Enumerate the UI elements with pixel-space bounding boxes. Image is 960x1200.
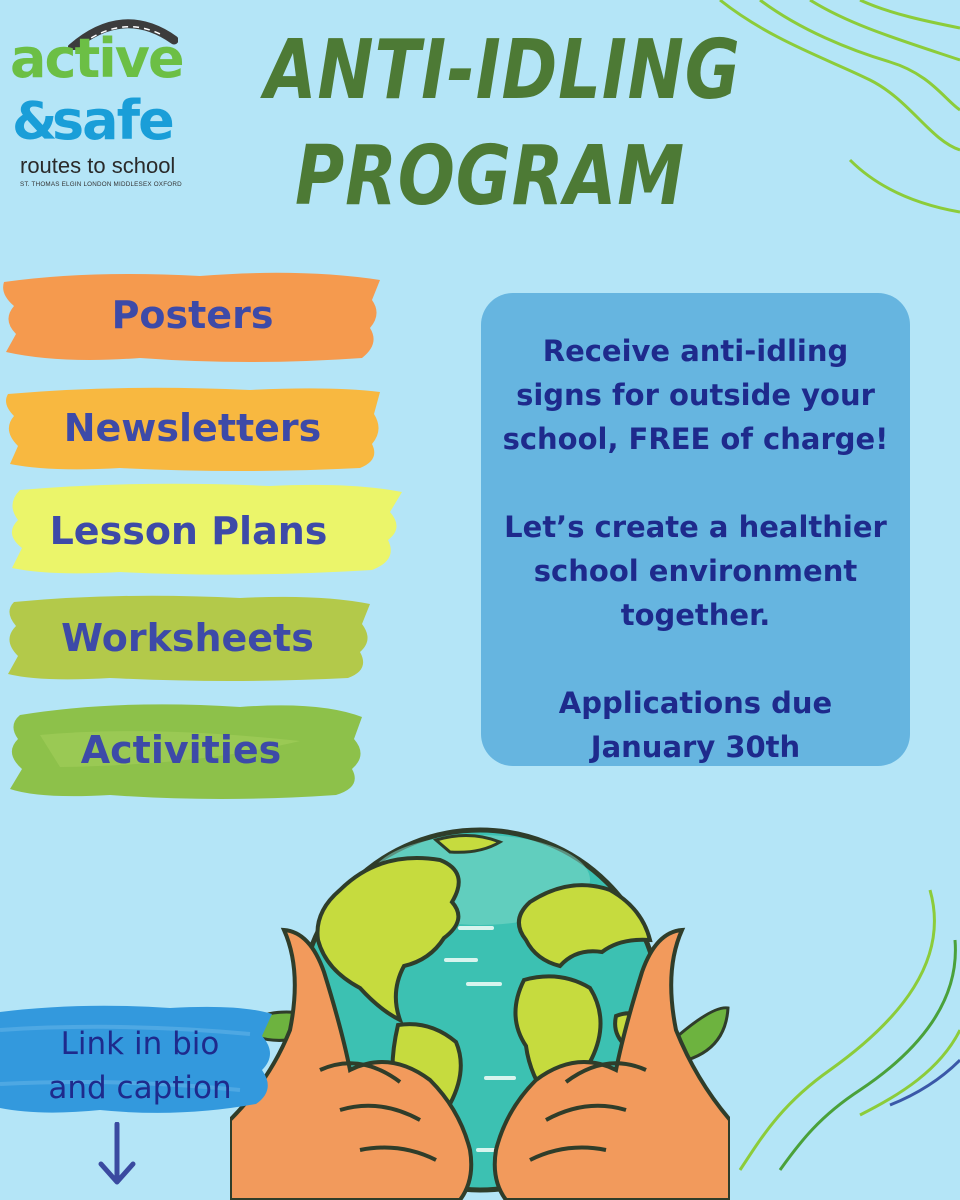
- resource-lesson-plans: [0, 478, 405, 583]
- link-in-bio-text: [20, 1022, 260, 1110]
- down-arrow-icon: [95, 1122, 139, 1188]
- globe-in-hands: [230, 820, 730, 1200]
- logo-regions: ST. THOMAS ELGIN LONDON MIDDLESEX OXFORD: [20, 181, 182, 188]
- resource-label-lesson-plans: Lesson Plans: [49, 508, 328, 553]
- info-box: [481, 293, 910, 766]
- resource-label-newsletters: Newsletters: [63, 405, 322, 450]
- logo-ampersand: &: [12, 92, 58, 152]
- logo-word-safe: safe: [52, 89, 173, 152]
- title-line-2: PROGRAM: [295, 129, 685, 224]
- logo-tagline: routes to school: [20, 153, 176, 178]
- page-title: [264, 18, 741, 230]
- link-line-1: Link in bio: [60, 1026, 220, 1062]
- link-line-2: and caption: [48, 1070, 232, 1106]
- resource-posters: [0, 262, 385, 367]
- decorative-lines-top: [700, 0, 960, 220]
- decorative-lines-bottom: [700, 880, 960, 1180]
- info-paragraph-environment: Let’s create a healthier school environment together.: [504, 510, 887, 632]
- resource-activities: [0, 695, 370, 805]
- info-paragraph-signs: Receive anti-idling signs for outside your school, FREE of charge!: [502, 334, 889, 456]
- resource-label-posters: Posters: [111, 292, 274, 337]
- resource-newsletters: [0, 380, 385, 475]
- globe-illustration: [230, 820, 730, 1200]
- resource-worksheets: [0, 590, 375, 685]
- resource-label-worksheets: Worksheets: [61, 615, 314, 660]
- active-safe-logo: [10, 10, 200, 190]
- logo-word-active: active: [10, 27, 183, 90]
- title-line-1: ANTI-IDLING: [264, 23, 741, 118]
- info-paragraph-deadline: Applications due January 30th: [558, 686, 833, 764]
- resource-label-activities: Activities: [80, 728, 282, 772]
